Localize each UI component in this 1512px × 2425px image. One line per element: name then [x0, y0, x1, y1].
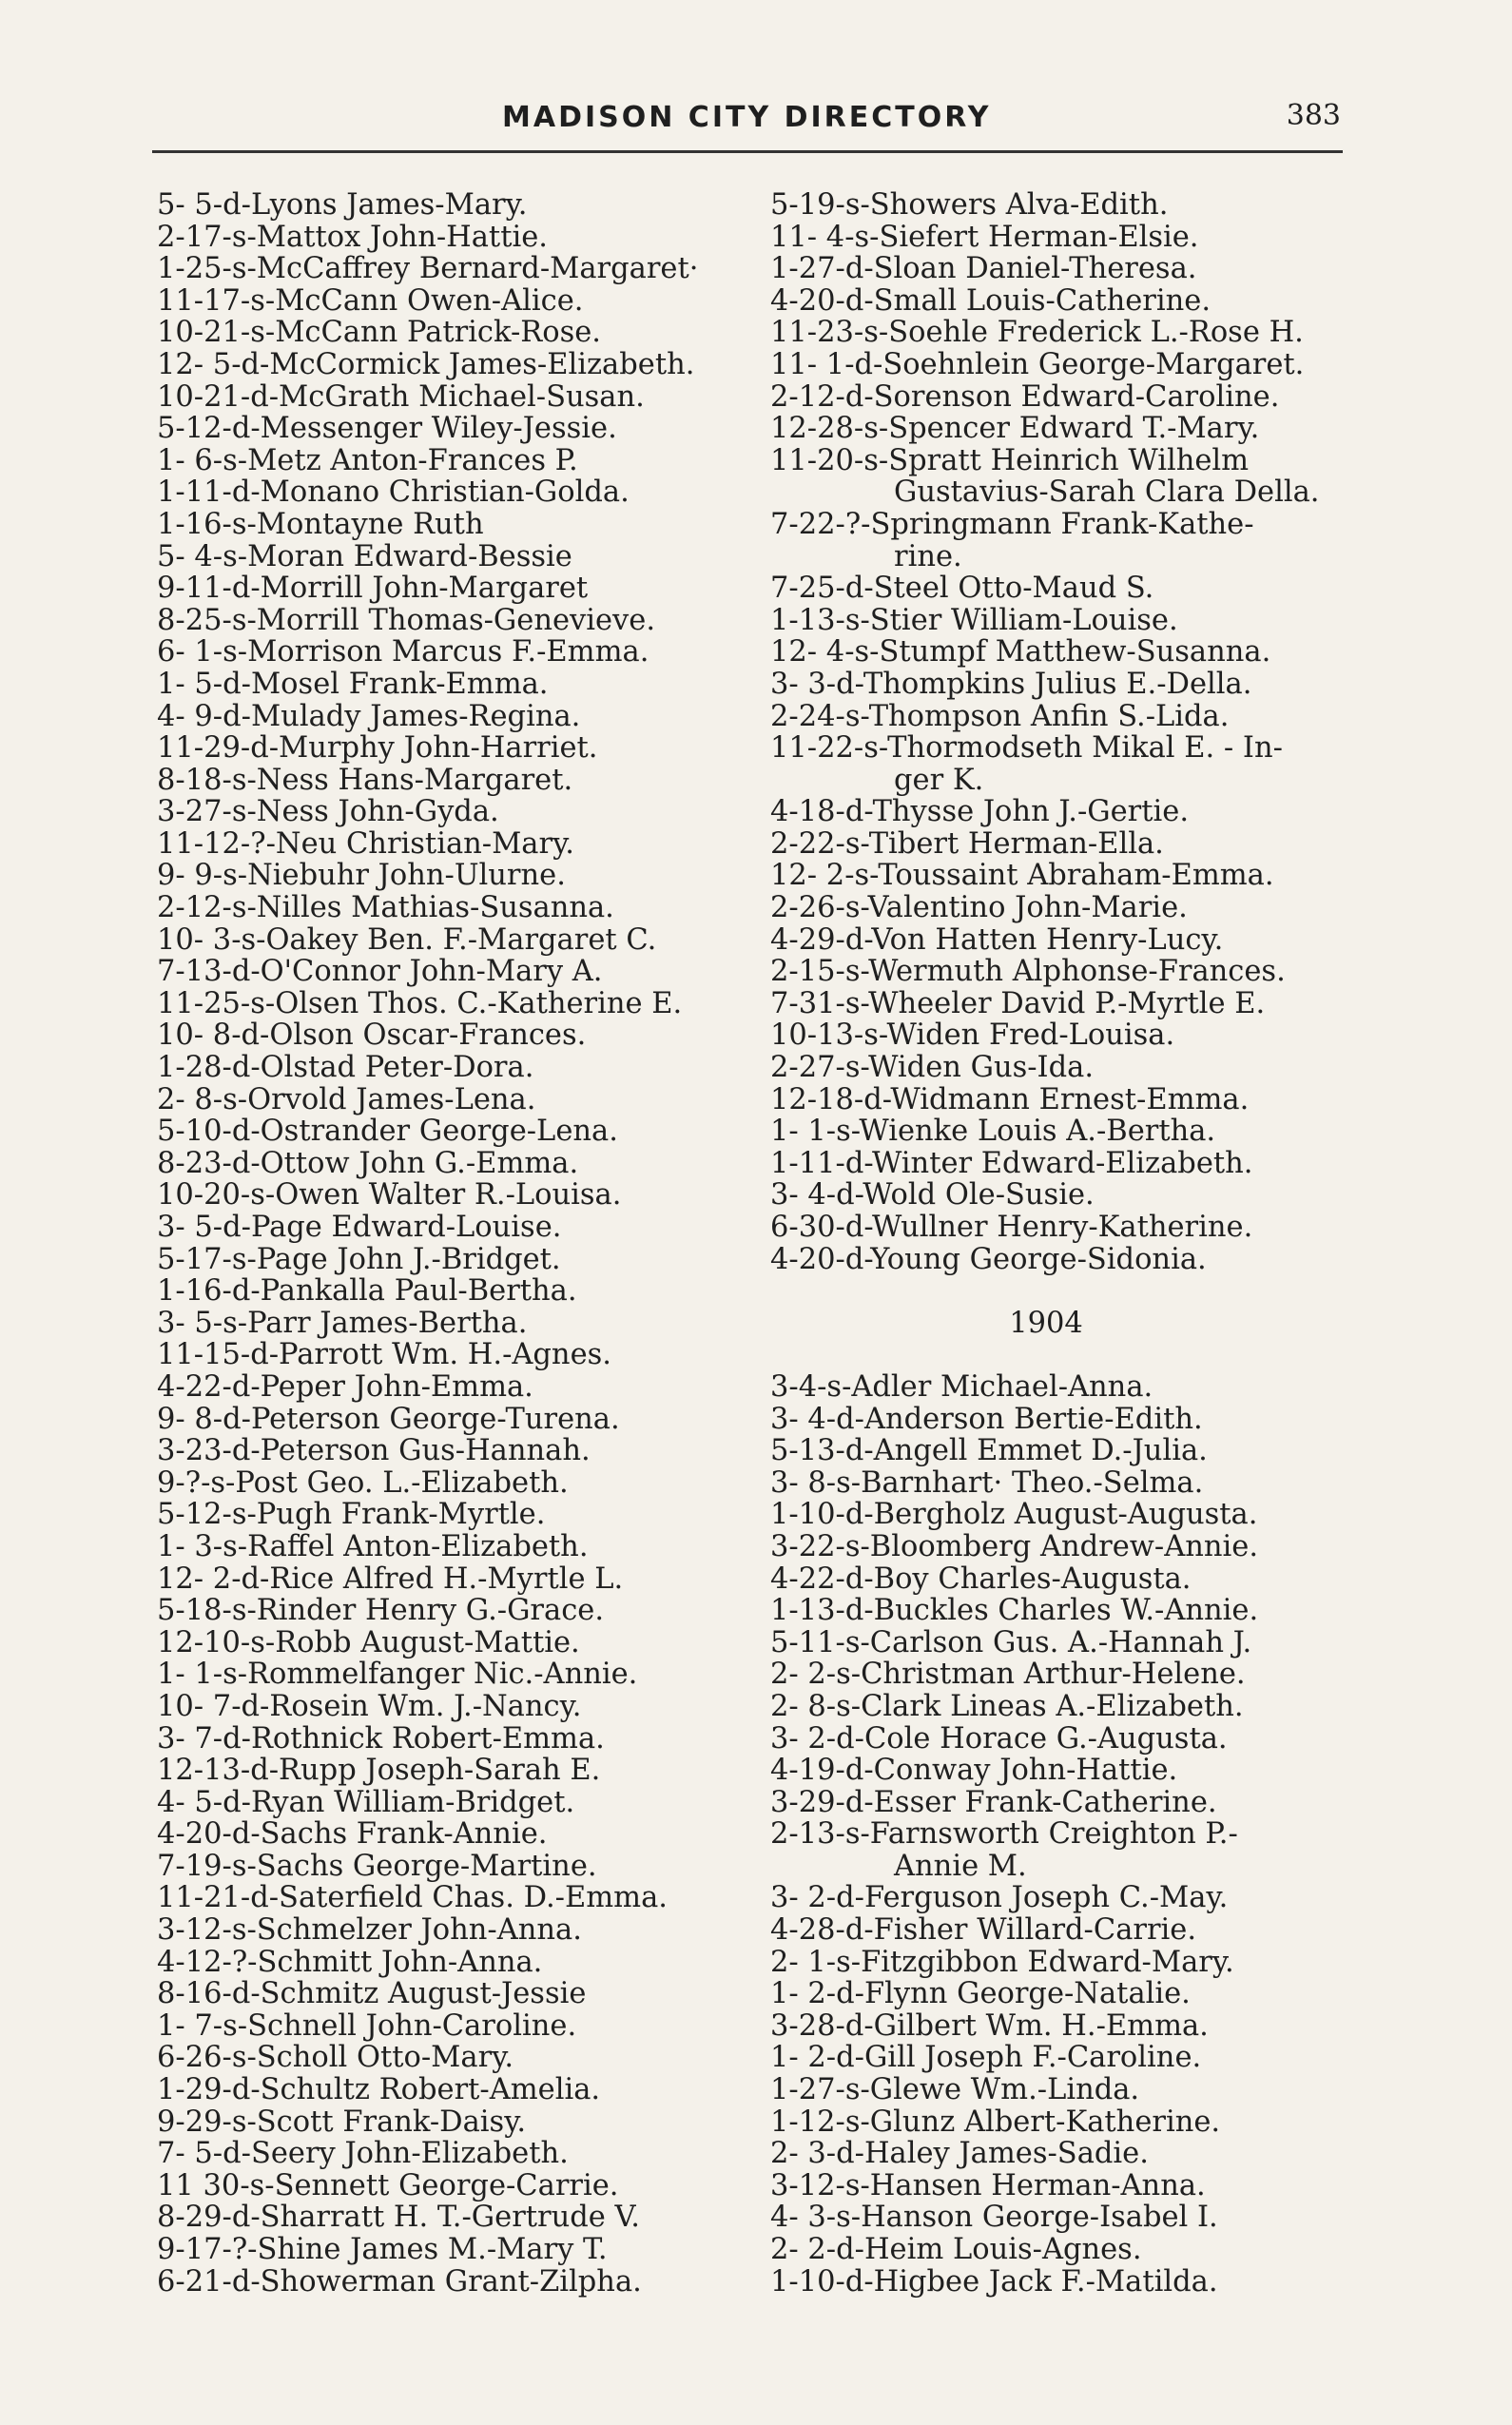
marriage-entry: 9-11-d-Morrill John-Margaret — [157, 572, 589, 606]
marriage-entry: 2-17-s-Mattox John-Hattie. — [157, 220, 548, 254]
marriage-entry: 3-28-d-Gilbert Wm. H.-Emma. — [770, 2008, 1209, 2043]
marriage-entry: 4-18-d-Thysse John J.-Gertie. — [770, 795, 1190, 829]
marriage-entry: 4-20-d-Young George-Sidonia. — [770, 1242, 1207, 1276]
marriage-entry: 2- 3-d-Haley James-Sadie. — [770, 2137, 1149, 2171]
marriage-entry: 2- 1-s-Fitzgibbon Edward-Mary. — [770, 1945, 1234, 1979]
running-head-title: MADISON CITY DIRECTORY — [502, 101, 992, 134]
marriage-entry: 4-22-d-Peper John-Emma. — [157, 1369, 533, 1404]
marriage-entry: 11- 1-d-Soehnlein George-Margaret. — [770, 347, 1305, 381]
marriage-entry: 8-29-d-Sharratt H. T.-Gertrude V. — [157, 2201, 640, 2235]
marriage-entry: 1-12-s-Glunz Albert-Katherine. — [770, 2105, 1221, 2139]
marriage-entry: 11-17-s-McCann Owen-Alice. — [157, 283, 584, 318]
header-rule — [152, 150, 1343, 153]
marriage-entry: 1- 7-s-Schnell John-Caroline. — [157, 2008, 577, 2043]
marriage-entry: 1-13-s-Stier William-Louise. — [770, 603, 1178, 637]
marriage-entry: 10-21-s-McCann Patrick-Rose. — [157, 316, 601, 350]
marriage-entry: 12-28-s-Spencer Edward T.-Mary. — [770, 412, 1260, 446]
marriage-entry: 11-25-s-Olsen Thos. C.-Katherine E. — [157, 986, 683, 1020]
marriage-entry: 7-31-s-Wheeler David P.-Myrtle E. — [770, 986, 1266, 1020]
marriage-entry: 1- 2-d-Gill Joseph F.-Caroline. — [770, 2041, 1202, 2075]
marriage-entry: 1-27-s-Glewe Wm.-Linda. — [770, 2073, 1140, 2107]
marriage-entry: 5-11-s-Carlson Gus. A.-Hannah J. — [770, 1625, 1252, 1659]
marriage-entry: 1-10-d-Higbee Jack F.-Matilda. — [770, 2264, 1218, 2299]
left-column — [157, 189, 737, 2298]
marriage-entry: 4- 3-s-Hanson George-Isabel I. — [770, 2201, 1218, 2235]
marriage-entry: 1-25-s-McCaffrey Bernard-Margaret· — [157, 252, 699, 286]
marriage-entry: 9-?-s-Post Geo. L.-Elizabeth. — [157, 1465, 569, 1500]
marriage-entry: 2-24-s-Thompson Anfin S.-Lida. — [770, 699, 1230, 733]
marriage-entry: 4- 5-d-Ryan William-Bridget. — [157, 1785, 575, 1819]
marriage-entry: 12- 4-s-Stumpf Matthew-Susanna. — [770, 635, 1271, 669]
marriage-entry: 6-30-d-Wullner Henry-Katherine. — [770, 1211, 1253, 1244]
marriage-entry: 3-12-s-Schmelzer John-Anna. — [157, 1913, 582, 1948]
marriage-entry: 5-18-s-Rinder Henry G.-Grace. — [157, 1594, 605, 1628]
marriage-entry: 2-27-s-Widen Gus-Ida. — [770, 1051, 1095, 1085]
marriage-entry: 4-29-d-Von Hatten Henry-Lucy. — [770, 922, 1224, 957]
marriage-entry: 5-13-d-Angell Emmet D.-Julia. — [770, 1434, 1208, 1468]
marriage-entry: 3-23-d-Peterson Gus-Hannah. — [157, 1434, 591, 1468]
marriage-entry: 11-21-d-Saterfield Chas. D.-Emma. — [157, 1881, 668, 1915]
marriage-entry: 11-15-d-Parrott Wm. H.-Agnes. — [157, 1338, 611, 1372]
marriage-entry: 2-13-s-Farnsworth Creighton P.- — [770, 1817, 1238, 1852]
marriage-entry: 5-10-d-Ostrander George-Lena. — [157, 1115, 618, 1149]
marriage-entry: 11-12-?-Neu Christian-Mary. — [157, 826, 574, 861]
marriage-entry: 4-20-d-Small Louis-Catherine. — [770, 283, 1212, 318]
marriage-entry: 5- 5-d-Lyons James-Mary. — [157, 188, 528, 222]
marriage-entry: 7-22-?-Springmann Frank-Kathe- — [770, 507, 1254, 541]
marriage-entry: 7-19-s-Sachs George-Martine. — [157, 1849, 597, 1883]
marriage-entry: 2- 2-d-Heim Louis-Agnes. — [770, 2233, 1142, 2266]
marriage-entry: 12- 5-d-McCormick James-Elizabeth. — [157, 347, 695, 381]
marriage-entry: 3-27-s-Ness John-Gyda. — [157, 795, 499, 829]
marriage-entry: 1- 1-s-Wienke Louis A.-Bertha. — [770, 1115, 1216, 1149]
marriage-entry: 1- 5-d-Mosel Frank-Emma. — [157, 667, 549, 701]
marriage-entry: 4-19-d-Conway John-Hattie. — [770, 1754, 1178, 1788]
marriage-entry: 4-22-d-Boy Charles-Augusta. — [770, 1562, 1192, 1596]
marriage-entry: 11 30-s-Sennett George-Carrie. — [157, 2168, 619, 2202]
marriage-entry: 1-16-d-Pankalla Paul-Bertha. — [157, 1274, 577, 1309]
marriage-entry: 5-17-s-Page John J.-Bridget. — [157, 1242, 561, 1276]
marriage-entry: 10-20-s-Owen Walter R.-Louisa. — [157, 1178, 622, 1212]
marriage-entry: 3-29-d-Esser Frank-Catherine. — [770, 1785, 1217, 1819]
marriage-entry: 11-20-s-Spratt Heinrich Wilhelm — [770, 443, 1250, 477]
marriage-entry: 3- 5-d-Page Edward-Louise. — [157, 1211, 562, 1244]
marriage-entry: 3- 8-s-Barnhart· Theo.-Selma. — [770, 1465, 1204, 1500]
marriage-entry: 2- 2-s-Christman Arthur-Helene. — [770, 1658, 1246, 1692]
marriage-entry: 4- 9-d-Mulady James-Regina. — [157, 699, 581, 733]
marriage-entry: 3- 3-d-Thompkins Julius E.-Della. — [770, 667, 1252, 701]
marriage-entry: 8-25-s-Morrill Thomas-Genevieve. — [157, 603, 656, 637]
marriage-entry: 12-18-d-Widmann Ernest-Emma. — [770, 1082, 1250, 1116]
marriage-entry: 3-22-s-Bloomberg Andrew-Annie. — [770, 1529, 1259, 1563]
marriage-entry: 3- 4-d-Wold Ole-Susie. — [770, 1178, 1095, 1212]
marriage-entry: 10- 7-d-Rosein Wm. J.-Nancy. — [157, 1689, 582, 1723]
marriage-entry: 5-12-d-Messenger Wiley-Jessie. — [157, 412, 617, 446]
marriage-entry: 1-10-d-Bergholz August-Augusta. — [770, 1498, 1258, 1532]
marriage-entry: 8-16-d-Schmitz August-Jessie — [157, 1977, 587, 2011]
marriage-entry: 1-27-d-Sloan Daniel-Theresa. — [770, 252, 1197, 286]
marriage-entry: 2-15-s-Wermuth Alphonse-Frances. — [770, 955, 1286, 989]
marriage-entry: 1-11-d-Winter Edward-Elizabeth. — [770, 1146, 1253, 1180]
marriage-entry: 5-12-s-Pugh Frank-Myrtle. — [157, 1498, 546, 1532]
marriage-entry: 8-18-s-Ness Hans-Margaret. — [157, 763, 573, 797]
marriage-entry: 1-29-d-Schultz Robert-Amelia. — [157, 2073, 601, 2107]
marriage-entry: 10-13-s-Widen Fred-Louisa. — [770, 1018, 1175, 1053]
marriage-entry: 10-21-d-McGrath Michael-Susan. — [157, 379, 645, 414]
section-year-heading: 1904 — [1009, 1306, 1083, 1340]
marriage-entry: 6-26-s-Scholl Otto-Mary. — [157, 2041, 514, 2075]
page-header — [152, 95, 1341, 137]
marriage-entry: 2- 8-s-Clark Lineas A.-Elizabeth. — [770, 1689, 1244, 1723]
marriage-entry: 3- 2-d-Ferguson Joseph C.-May. — [770, 1881, 1229, 1915]
marriage-entry: 6- 1-s-Morrison Marcus F.-Emma. — [157, 635, 649, 669]
marriage-entry: 11-29-d-Murphy John-Harriet. — [157, 731, 598, 766]
marriage-entry: 11- 4-s-Siefert Herman-Elsie. — [770, 220, 1199, 254]
page-number: 383 — [1286, 99, 1341, 132]
marriage-entry: 4-28-d-Fisher Willard-Carrie. — [770, 1913, 1197, 1948]
marriage-entry: 3-4-s-Adler Michael-Anna. — [770, 1369, 1153, 1404]
marriage-entry: 3- 2-d-Cole Horace G.-Augusta. — [770, 1721, 1228, 1756]
marriage-entry: 1-13-d-Buckles Charles W.-Annie. — [770, 1594, 1259, 1628]
marriage-entry: 7-13-d-O'Connor John-Mary A. — [157, 955, 603, 989]
marriage-entry: 9-17-?-Shine James M.-Mary T. — [157, 2233, 608, 2266]
marriage-entry: 6-21-d-Showerman Grant-Zilpha. — [157, 2264, 642, 2299]
section-spacer — [770, 1275, 1360, 1308]
marriage-entry: 4-12-?-Schmitt John-Anna. — [157, 1945, 543, 1979]
marriage-entry: 12- 2-d-Rice Alfred H.-Myrtle L. — [157, 1562, 624, 1596]
marriage-entry-continuation: ger K. — [894, 763, 984, 797]
marriage-entry: 12- 2-s-Toussaint Abraham-Emma. — [770, 859, 1274, 893]
marriage-entry: 8-23-d-Ottow John G.-Emma. — [157, 1146, 579, 1180]
marriage-entry: 3- 7-d-Rothnick Robert-Emma. — [157, 1721, 605, 1756]
marriage-entry: 7- 5-d-Seery John-Elizabeth. — [157, 2137, 569, 2171]
marriage-entry: 9- 9-s-Niebuhr John-Ulurne. — [157, 859, 566, 893]
marriage-entry: 1- 6-s-Metz Anton-Frances P. — [157, 443, 578, 477]
marriage-entry: 1- 1-s-Rommelfanger Nic.-Annie. — [157, 1658, 638, 1692]
marriage-entry: 1-11-d-Monano Christian-Golda. — [157, 475, 630, 510]
marriage-entry: 9-29-s-Scott Frank-Daisy. — [157, 2105, 527, 2139]
marriage-entry: 9- 8-d-Peterson George-Turena. — [157, 1402, 620, 1436]
marriage-entry: 11-23-s-Soehle Frederick L.-Rose H. — [770, 316, 1304, 350]
marriage-entry: 5-19-s-Showers Alva-Edith. — [770, 188, 1169, 222]
marriage-entry: 7-25-d-Steel Otto-Maud S. — [770, 572, 1154, 606]
marriage-entry: 4-20-d-Sachs Frank-Annie. — [157, 1817, 548, 1852]
marriage-entry-continuation: Gustavius-Sarah Clara Della. — [894, 475, 1320, 510]
marriage-entry: 3- 5-s-Parr James-Bertha. — [157, 1306, 528, 1340]
marriage-entry: 12-13-d-Rupp Joseph-Sarah E. — [157, 1754, 601, 1788]
marriage-entry-continuation: rine. — [894, 539, 962, 573]
marriage-entry-continuation: Annie M. — [894, 1849, 1027, 1883]
marriage-entry: 10- 3-s-Oakey Ben. F.-Margaret C. — [157, 922, 657, 957]
marriage-entry: 3- 4-d-Anderson Bertie-Edith. — [770, 1402, 1203, 1436]
marriage-entry: 1- 2-d-Flynn George-Natalie. — [770, 1977, 1191, 2011]
marriage-entry: 2-12-d-Sorenson Edward-Caroline. — [770, 379, 1280, 414]
marriage-entry: 1-16-s-Montayne Ruth — [157, 507, 484, 541]
marriage-entry: 5- 4-s-Moran Edward-Bessie — [157, 539, 572, 573]
marriage-entry: 1- 3-s-Raffel Anton-Elizabeth. — [157, 1529, 589, 1563]
section-spacer — [770, 1339, 1360, 1371]
marriage-entry: 2- 8-s-Orvold James-Lena. — [157, 1082, 536, 1116]
right-column — [770, 189, 1360, 2298]
marriage-entry: 11-22-s-Thormodseth Mikal E. - In- — [770, 731, 1283, 766]
marriage-entry: 2-26-s-Valentino John-Marie. — [770, 891, 1188, 925]
marriage-entry: 3-12-s-Hansen Herman-Anna. — [770, 2168, 1206, 2202]
marriage-entry: 1-28-d-Olstad Peter-Dora. — [157, 1051, 534, 1085]
marriage-entry: 2-12-s-Nilles Mathias-Susanna. — [157, 891, 614, 925]
marriage-entry: 10- 8-d-Olson Oscar-Frances. — [157, 1018, 587, 1053]
marriage-entry: 12-10-s-Robb August-Mattie. — [157, 1625, 580, 1659]
marriage-entry: 2-22-s-Tibert Herman-Ella. — [770, 826, 1164, 861]
